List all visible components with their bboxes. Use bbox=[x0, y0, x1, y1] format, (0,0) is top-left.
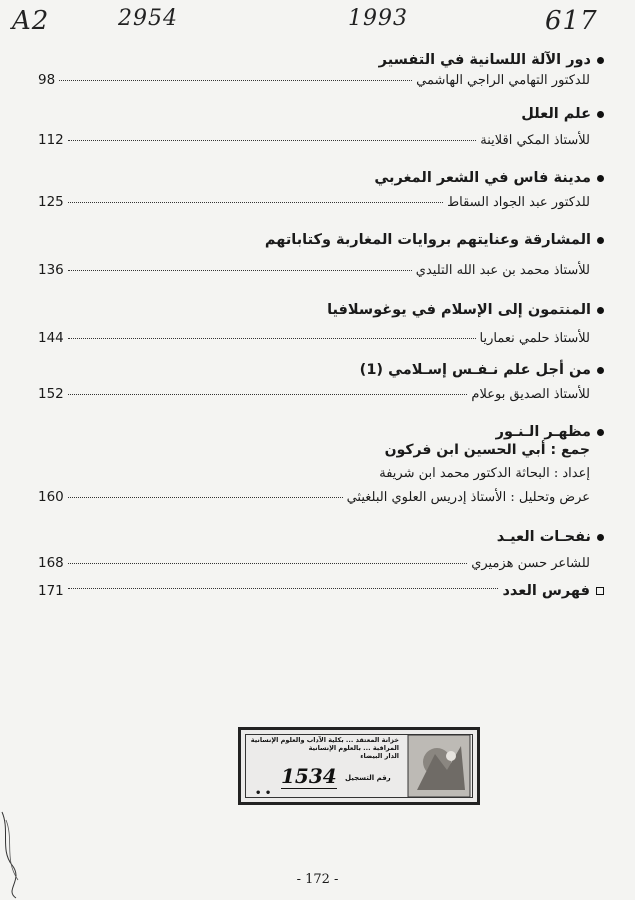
entry-page: 98 bbox=[38, 72, 56, 88]
entry-title: من أجل علم نـفـس إسـلامي (1) bbox=[359, 362, 591, 378]
toc-entry-special bbox=[38, 424, 604, 505]
entry-title: المشارقة وعنايتهم بروايات المغاربة وكتاباتهم bbox=[264, 232, 591, 248]
bullet-icon bbox=[597, 429, 604, 436]
toc-entry-index bbox=[38, 583, 604, 599]
entry-author: للشاعر حسن هزميري bbox=[471, 556, 590, 571]
entry-title: نفحـات العيـد bbox=[496, 529, 591, 545]
leader-dots bbox=[68, 202, 443, 203]
toc-entry bbox=[38, 529, 604, 571]
entry-page: 125 bbox=[38, 194, 64, 210]
leader-dots bbox=[68, 588, 499, 589]
stamp-text bbox=[249, 736, 399, 760]
stamp-line: الدار البيضاء bbox=[360, 752, 399, 760]
entry-presented-by: عرض وتحليل : الأستاذ إدريس العلوي البلغيثي bbox=[346, 490, 590, 505]
entry-page: 144 bbox=[38, 330, 64, 346]
entry-page: 152 bbox=[38, 386, 64, 402]
entry-title: فهرس العدد bbox=[502, 583, 590, 599]
entry-page: 168 bbox=[38, 555, 64, 571]
library-stamp bbox=[238, 727, 480, 805]
entry-title: دور الآلة اللسانية في التفسير bbox=[378, 52, 591, 68]
toc-entry bbox=[38, 302, 604, 346]
handwritten-mark-d: 617 bbox=[545, 6, 598, 36]
entry-author: للدكتور عبد الجواد السقاط bbox=[447, 195, 590, 210]
stamp-number: 1534 bbox=[281, 764, 337, 788]
toc-entry bbox=[38, 362, 604, 402]
leader-dots bbox=[68, 140, 476, 141]
bullet-icon bbox=[597, 367, 604, 374]
entry-page: 136 bbox=[38, 262, 64, 278]
entry-page: 112 bbox=[38, 132, 64, 148]
entry-title: المنتمون إلى الإسلام في يوغوسلافيا bbox=[327, 302, 591, 318]
handwritten-mark-a: A2 bbox=[12, 6, 50, 36]
bullet-icon bbox=[597, 175, 604, 182]
toc-entry bbox=[38, 232, 604, 278]
bullet-icon bbox=[597, 237, 604, 244]
toc-entry bbox=[38, 106, 604, 148]
entry-title: مظهـر الـنـور bbox=[495, 424, 591, 440]
entry-page: 171 bbox=[38, 583, 64, 599]
stamp-emblem-icon bbox=[407, 734, 471, 798]
entry-compiler: جمع : أبي الحسين ابن فركون bbox=[384, 442, 590, 458]
entry-page: 160 bbox=[38, 489, 64, 505]
toc-entry bbox=[38, 170, 604, 210]
page-number: - 172 - bbox=[296, 872, 339, 887]
handwritten-mark-b: 2954 bbox=[118, 6, 178, 31]
bullet-icon bbox=[597, 57, 604, 64]
leader-dots bbox=[68, 270, 412, 271]
entry-author: للأستاذ المكي اقلاينة bbox=[480, 133, 590, 148]
entry-author: للأستاذ حلمي نعماريا bbox=[479, 331, 590, 346]
stamp-dots-icon: • • bbox=[255, 788, 272, 799]
leader-dots bbox=[68, 338, 476, 339]
handwritten-year: 1993 bbox=[348, 6, 408, 31]
stamp-line: خزانة المعتقد ... بكلية الآداب والعلوم الإنسانية bbox=[250, 736, 399, 744]
leader-dots bbox=[68, 563, 467, 564]
entry-title: مدينة فاس في الشعر المغربي bbox=[374, 170, 591, 186]
bullet-icon bbox=[597, 534, 604, 541]
leader-dots bbox=[59, 80, 412, 81]
stamp-line: المراقبة ... بالعلوم الإنسانية bbox=[308, 744, 399, 752]
entry-title: علم العلل bbox=[521, 106, 591, 122]
leader-dots bbox=[68, 497, 343, 498]
toc-entry bbox=[38, 52, 604, 88]
entry-author: للدكتور التهامي الراجي الهاشمي bbox=[416, 73, 590, 88]
stamp-label: رقم التسجيل bbox=[345, 774, 391, 782]
entry-prepared-by: إعداد : البحاثة الدكتور محمد ابن شريفة bbox=[379, 466, 590, 481]
table-of-contents bbox=[38, 46, 604, 599]
entry-author: للأستاذ الصديق بوعلام bbox=[471, 387, 590, 402]
bullet-icon bbox=[597, 307, 604, 314]
square-bullet-icon bbox=[596, 587, 604, 595]
bullet-icon bbox=[597, 111, 604, 118]
entry-author: للأستاذ محمد بن عبد الله التليدي bbox=[415, 263, 590, 278]
leader-dots bbox=[68, 394, 468, 395]
